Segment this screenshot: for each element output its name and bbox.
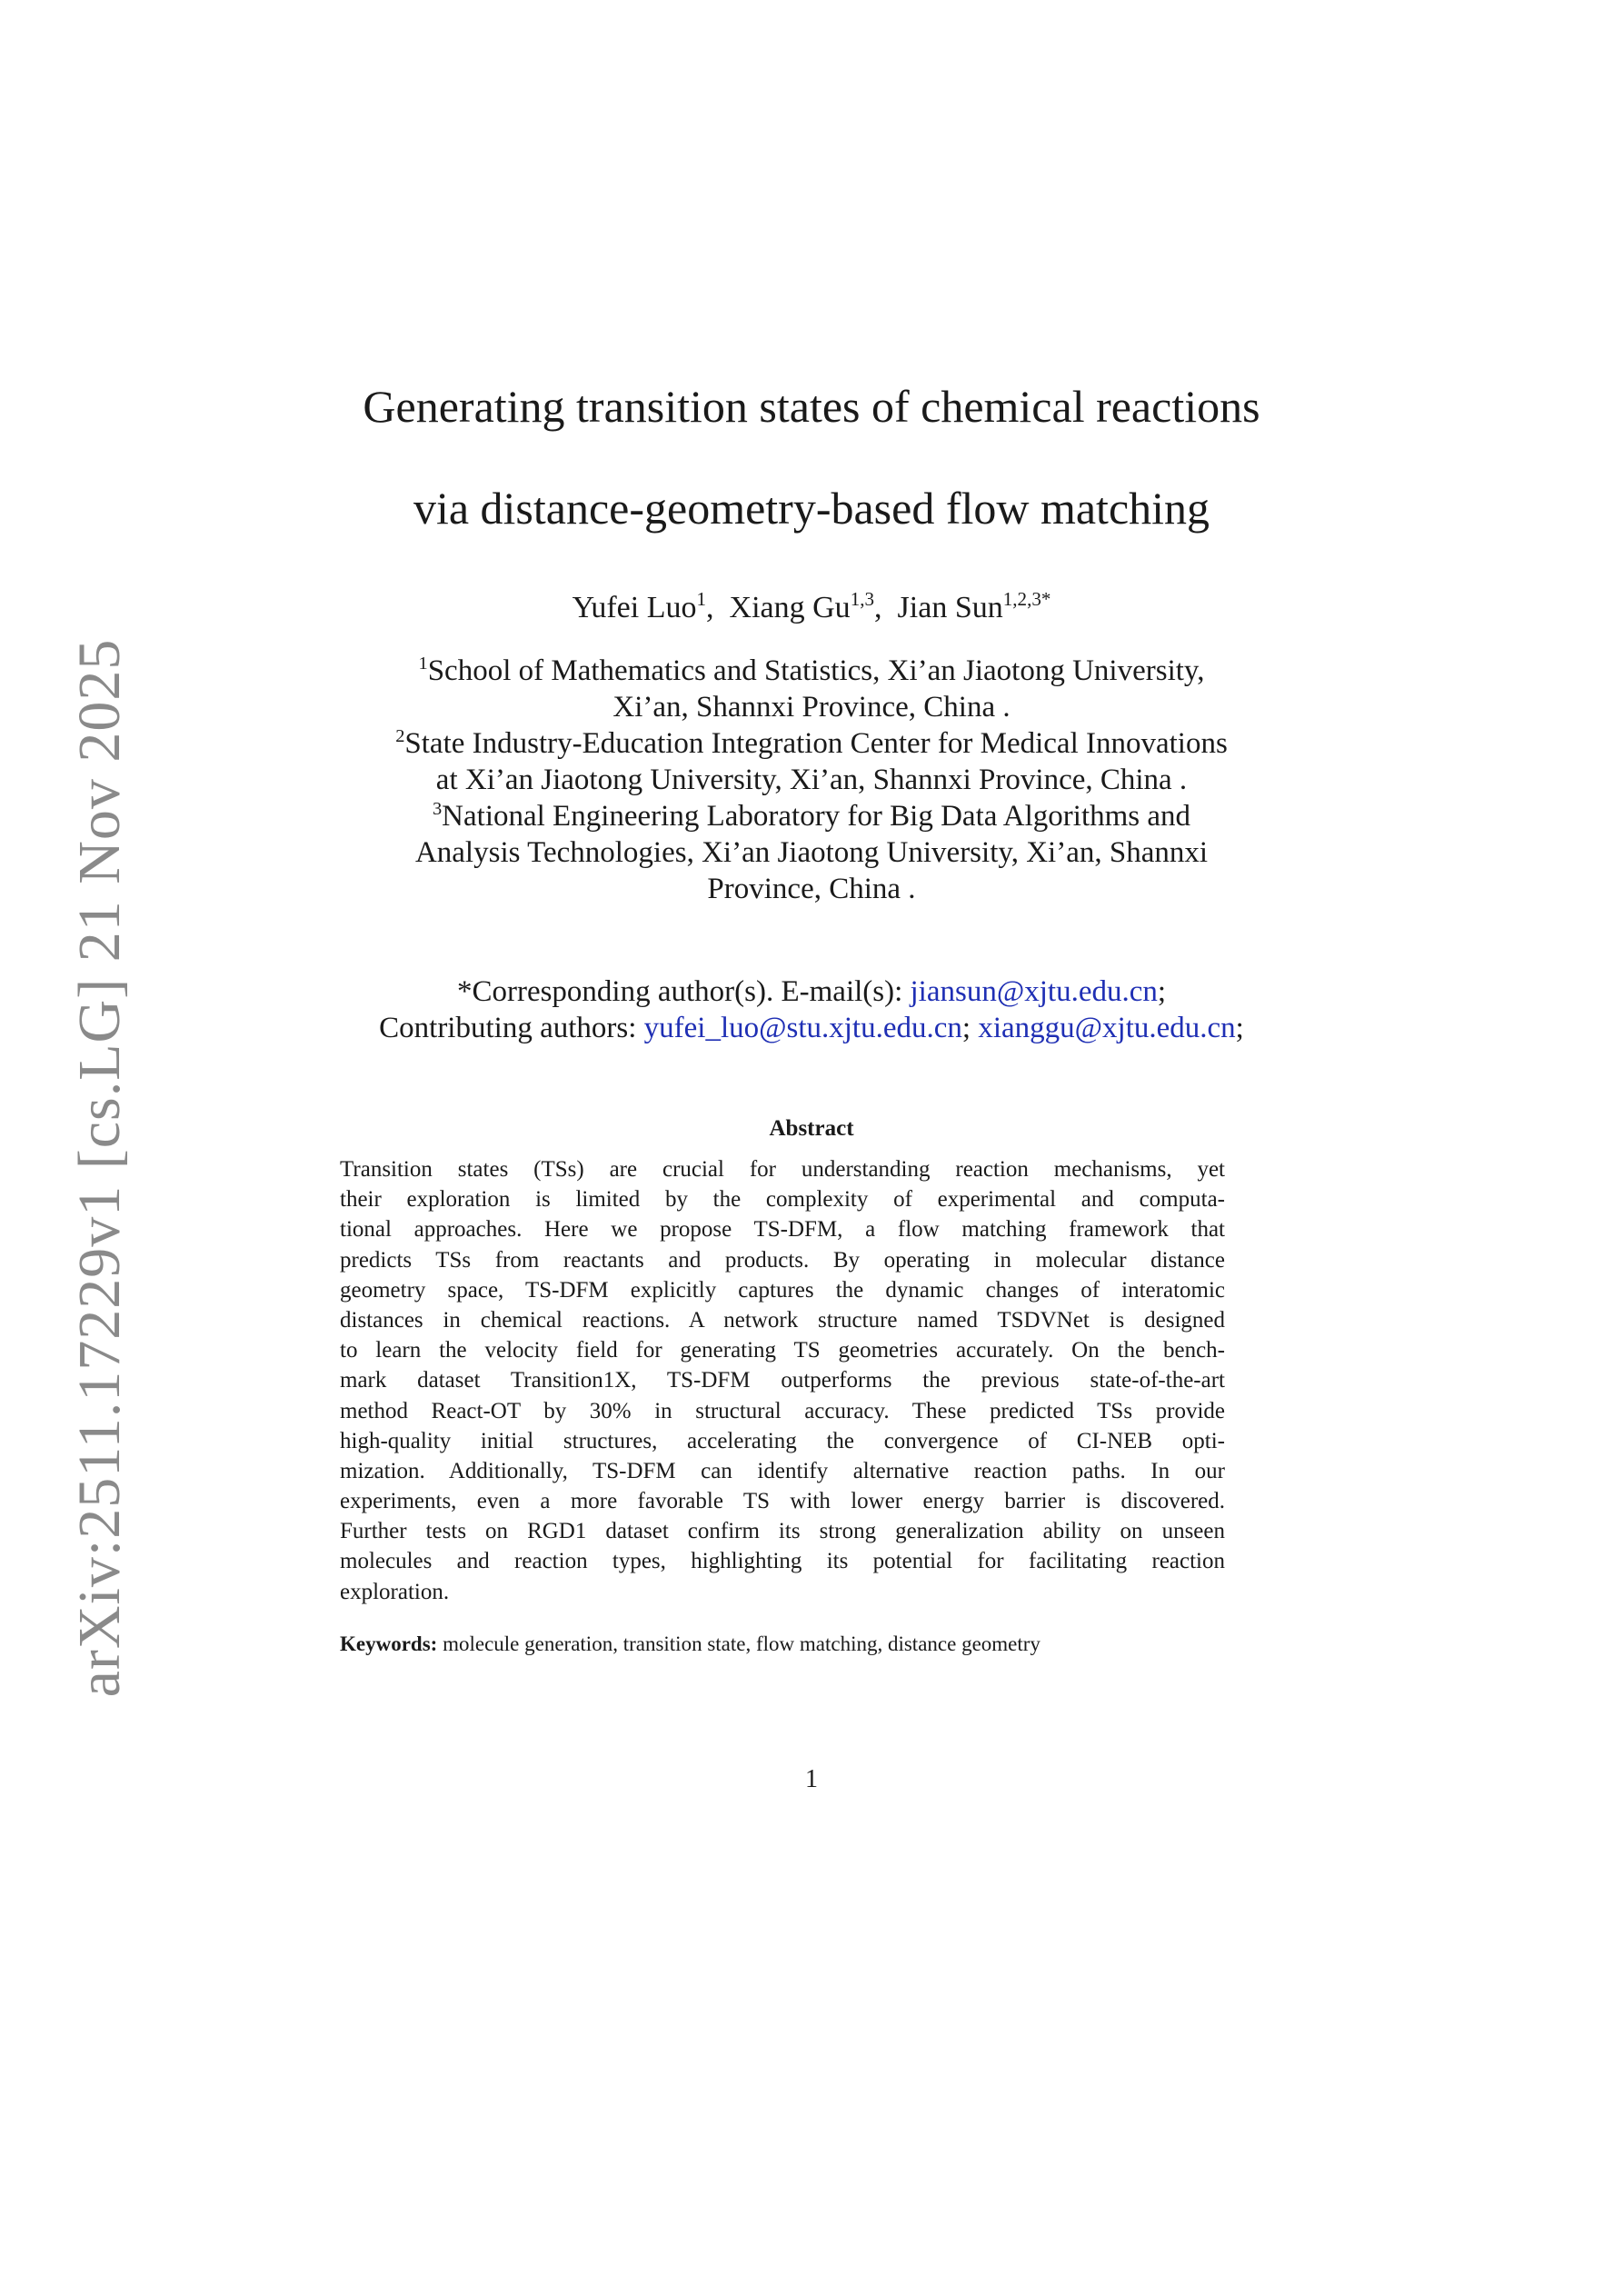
abstract-line: Further tests on RGD1 dataset confirm its strong generalization ability on unseen xyxy=(340,1519,1225,1544)
contributing-email-link[interactable]: xianggu@xjtu.edu.cn xyxy=(978,1012,1236,1044)
corresponding-email-link[interactable]: jiansun@xjtu.edu.cn xyxy=(910,975,1158,1008)
abstract-line: Transition states (TSs) are crucial for understanding reaction mechanisms, yet xyxy=(340,1157,1225,1182)
author-name: Yufei Luo xyxy=(572,591,697,624)
corresponding-author-line: *Corresponding author(s). E-mail(s): jiansun@xjtu.edu.cn; xyxy=(456,975,1167,1008)
abstract-line: mization. Additionally, TS-DFM can identify alternative reaction paths. In our xyxy=(340,1458,1225,1483)
contributing-email-link[interactable]: yufei_luo@stu.xjtu.edu.cn xyxy=(643,1012,962,1044)
abstract-body xyxy=(340,1154,1225,1607)
abstract-line: predicts TSs from reactants and products. By operating in molecular distance xyxy=(340,1247,1225,1273)
affiliation-2-line-1: $^2$State Industry-Education Integration Center for Medical Innovations xyxy=(395,725,1228,760)
affiliation-marker: 3 xyxy=(432,798,443,819)
keywords-text: molecule generation, transition state, flow matching, distance geometry xyxy=(437,1632,1041,1655)
affiliation-2-line-2: at Xi’an Jiaotong University, Xi’an, Shannxi Province, China . xyxy=(435,764,1188,796)
affiliation-1-line-2: Xi’an, Shannxi Province, China . xyxy=(612,691,1011,724)
affiliation-1-line-1: $^1$School of Mathematics and Statistics, Xi’an Jiaotong University, xyxy=(418,653,1205,687)
keywords-label: Keywords: xyxy=(340,1632,438,1655)
author-affiliation-marker: 1,2,3* xyxy=(1002,588,1051,611)
abstract-line: distances in chemical reactions. A network structure named TSDVNet is designed xyxy=(340,1307,1225,1333)
abstract-line: their exploration is limited by the complexity of experimental and computa- xyxy=(340,1187,1225,1213)
author-affiliation-marker: 1 xyxy=(696,588,707,611)
affiliation-3-line-1: $^3$National Engineering Laboratory for Big Data Algorithms and xyxy=(432,798,1191,833)
abstract-line: experiments, even a more favorable TS with lower energy barrier is discovered. xyxy=(340,1489,1225,1514)
abstract-line: molecules and reaction types, highlighting its potential for facilitating reaction xyxy=(340,1549,1225,1574)
paper-title-line-2: via distance-geometry-based flow matching xyxy=(413,483,1210,534)
abstract-line: exploration. xyxy=(340,1579,450,1604)
author-affiliation-marker: 1,3 xyxy=(850,588,875,611)
affiliation-3-line-2: Analysis Technologies, Xi’an Jiaotong University, Xi’an, Shannxi xyxy=(414,836,1209,869)
abstract-line: mark dataset Transition1X, TS-DFM outperforms the previous state-of-the-art xyxy=(340,1368,1225,1393)
author-list: Yufei Luo$^1$, Xiang Gu$^{1,3}$, Jian Sun$^{1,2,3*}$ xyxy=(572,588,1051,624)
page-number: 1 xyxy=(805,1765,818,1793)
keywords-line xyxy=(340,1632,1225,1656)
abstract-line: to learn the velocity field for generating TS geometries accurately. On the bench- xyxy=(340,1338,1225,1363)
contributing-authors-line: Contributing authors: yufei_luo@stu.xjtu.edu.cn; xianggu@xjtu.edu.cn; xyxy=(379,1012,1244,1044)
abstract-line: geometry space, TS-DFM explicitly captures the dynamic changes of interatomic xyxy=(340,1277,1225,1303)
author-name: Xiang Gu xyxy=(729,591,851,624)
author-name: Jian Sun xyxy=(897,591,1003,624)
paper-title-line-1: Generating transition states of chemical reactions xyxy=(363,381,1260,432)
arxiv-identifier[interactable]: arXiv:2511.17229v1 [cs.LG] 21 Nov 2025 xyxy=(66,638,133,1698)
abstract-line: tional approaches. Here we propose TS-DFM, a flow matching framework that xyxy=(340,1217,1225,1243)
abstract-heading: Abstract xyxy=(769,1116,854,1141)
affiliation-3-line-3: Province, China . xyxy=(707,873,916,905)
abstract-line: method React-OT by 30% in structural accuracy. These predicted TSs provide xyxy=(340,1398,1225,1423)
affiliation-marker: 2 xyxy=(395,725,405,746)
affiliation-marker: 1 xyxy=(418,653,428,674)
abstract-line: high-quality initial structures, accelerating the convergence of CI-NEB opti- xyxy=(340,1428,1225,1453)
